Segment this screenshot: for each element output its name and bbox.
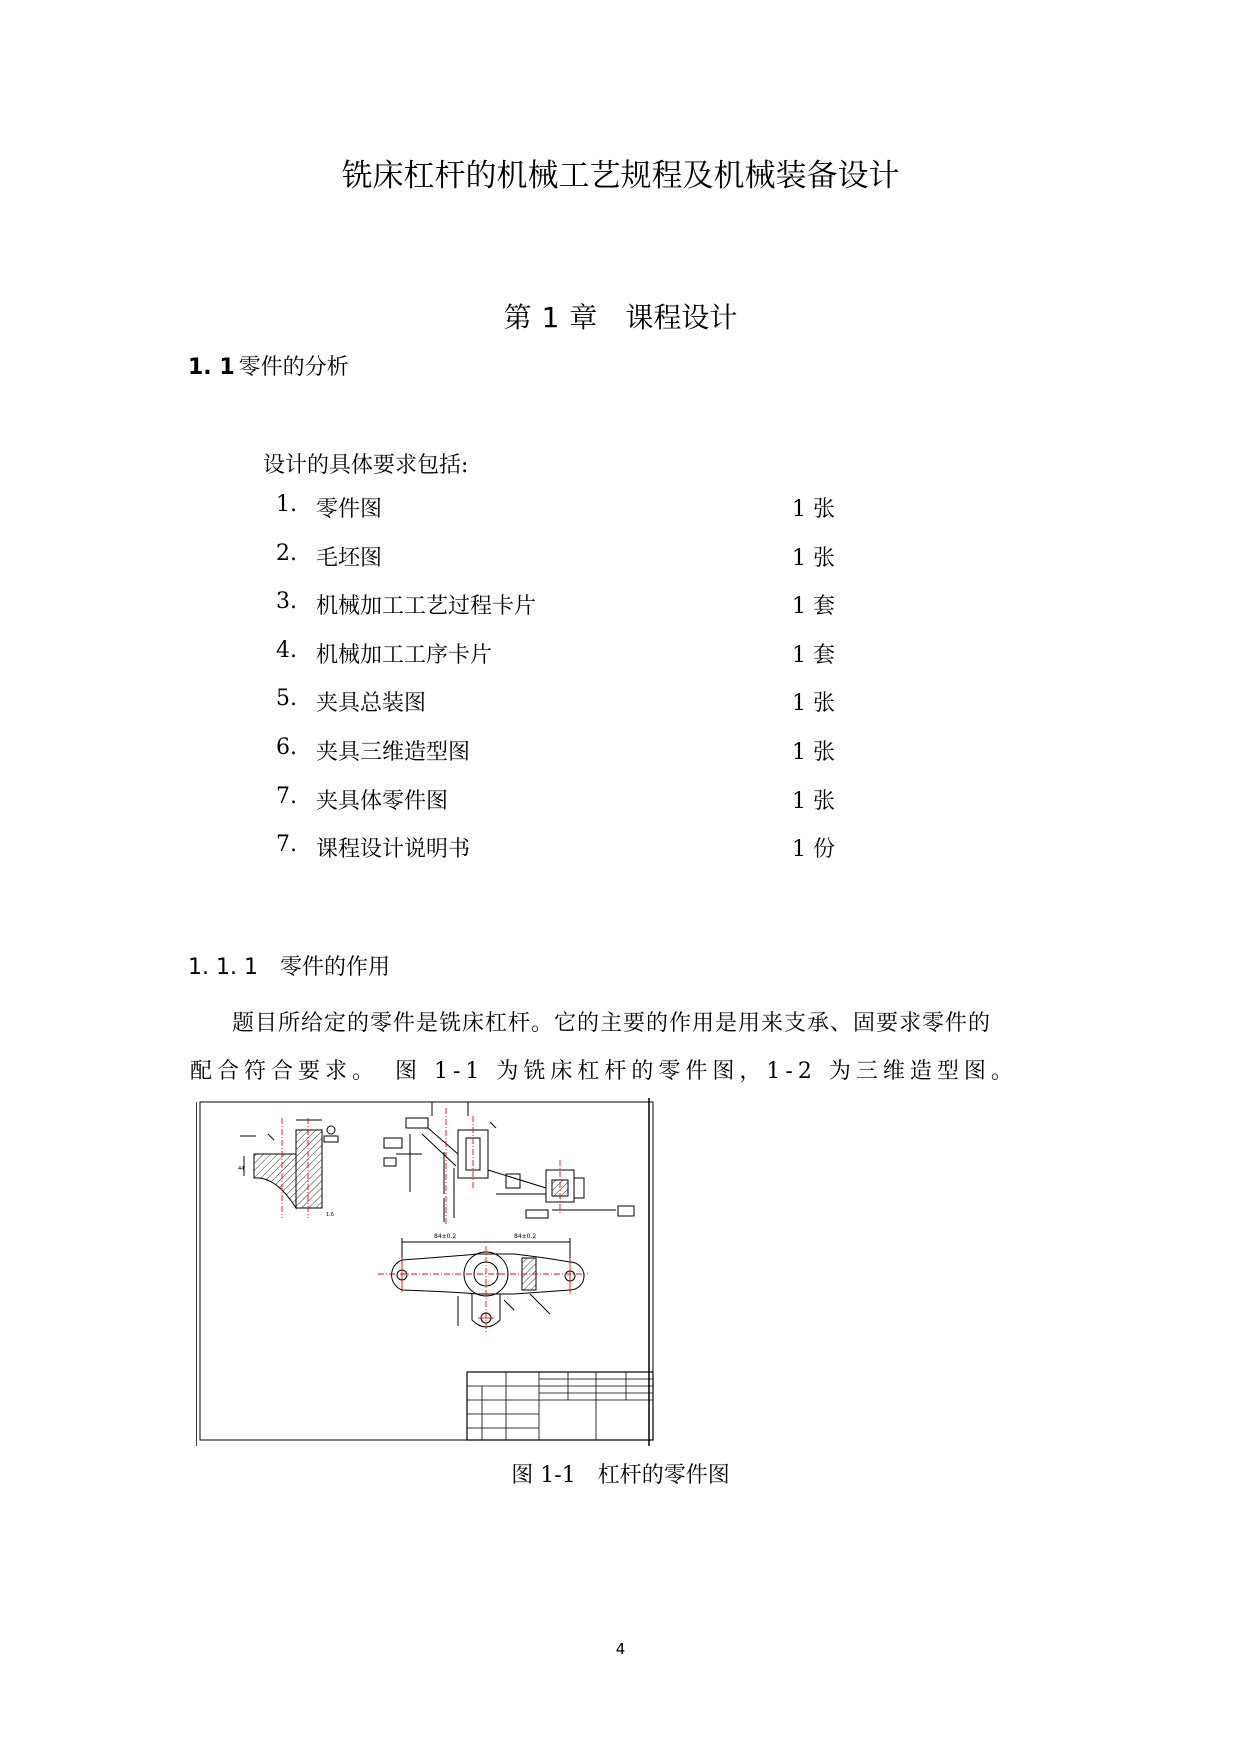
requirement-quantity: 1 张 bbox=[792, 545, 835, 571]
subsection-number: 1. 1. 1 bbox=[188, 955, 258, 980]
requirement-number: 5. bbox=[276, 686, 297, 712]
requirements-intro: 设计的具体要求包括: bbox=[263, 453, 469, 478]
paragraph-line-1: 题目所给定的零件是铣床杠杆。它的主要的作用是用来支承、固要求零件的 bbox=[232, 1011, 992, 1036]
subsection-title: 零件的作用 bbox=[279, 955, 390, 980]
figure-caption: 图 1-1 杠杆的零件图 bbox=[511, 1463, 730, 1488]
svg-text:1.6: 1.6 bbox=[326, 1212, 334, 1218]
chapter-suffix: 章 bbox=[569, 301, 598, 334]
section-heading bbox=[188, 350, 349, 381]
section-number: 1. 1 bbox=[188, 355, 235, 380]
requirement-name: 零件图 bbox=[316, 497, 383, 522]
requirement-quantity: 1 张 bbox=[792, 497, 835, 522]
requirement-name: 机械加工工序卡片 bbox=[316, 642, 493, 668]
subsection-heading bbox=[188, 950, 390, 981]
dimension-right-span: 84±0.2 bbox=[514, 1233, 537, 1240]
requirement-number: 3. bbox=[276, 589, 297, 615]
paragraph-line-2: 配合符合要求。 图 1-1 为铣床杠杆的零件图，1-2 为三维造型图。 bbox=[190, 1059, 1018, 1084]
chapter-title bbox=[0, 296, 1241, 336]
requirement-number: 6. bbox=[276, 735, 297, 760]
document-title: 铣床杠杆的机械工艺规程及机械装备设计 bbox=[341, 158, 900, 194]
requirement-number: 1. bbox=[276, 492, 297, 517]
requirement-quantity: 1 套 bbox=[792, 642, 835, 668]
chapter-prefix: 第 bbox=[503, 301, 532, 334]
requirement-name: 夹具三维造型图 bbox=[316, 740, 471, 765]
page-number: 4 bbox=[615, 1640, 626, 1658]
section-title: 零件的分析 bbox=[238, 355, 349, 380]
requirement-name: 毛坯图 bbox=[316, 545, 383, 571]
requirement-quantity: 1 套 bbox=[792, 594, 835, 620]
chapter-name: 课程设计 bbox=[625, 301, 738, 334]
requirement-number: 2. bbox=[276, 540, 297, 566]
requirement-number: 4. bbox=[276, 637, 297, 663]
requirement-quantity: 1 张 bbox=[792, 691, 835, 717]
requirement-name: 夹具体零件图 bbox=[316, 788, 449, 814]
requirement-name: 课程设计说明书 bbox=[316, 837, 471, 863]
part-drawing bbox=[196, 1094, 655, 1446]
requirement-number: 7. bbox=[276, 832, 297, 858]
requirement-name: 夹具总装图 bbox=[316, 691, 427, 717]
drawing-frame bbox=[200, 1102, 653, 1440]
requirement-number: 7. bbox=[276, 783, 297, 809]
requirement-quantity: 1 份 bbox=[792, 837, 835, 863]
requirement-name: 机械加工工艺过程卡片 bbox=[316, 594, 537, 620]
dimension-left-span: 84±0.2 bbox=[434, 1233, 457, 1240]
svg-text:44: 44 bbox=[238, 1166, 245, 1172]
chapter-number: 1 bbox=[541, 301, 560, 334]
requirement-quantity: 1 张 bbox=[792, 788, 835, 814]
requirement-quantity: 1 张 bbox=[792, 740, 835, 765]
